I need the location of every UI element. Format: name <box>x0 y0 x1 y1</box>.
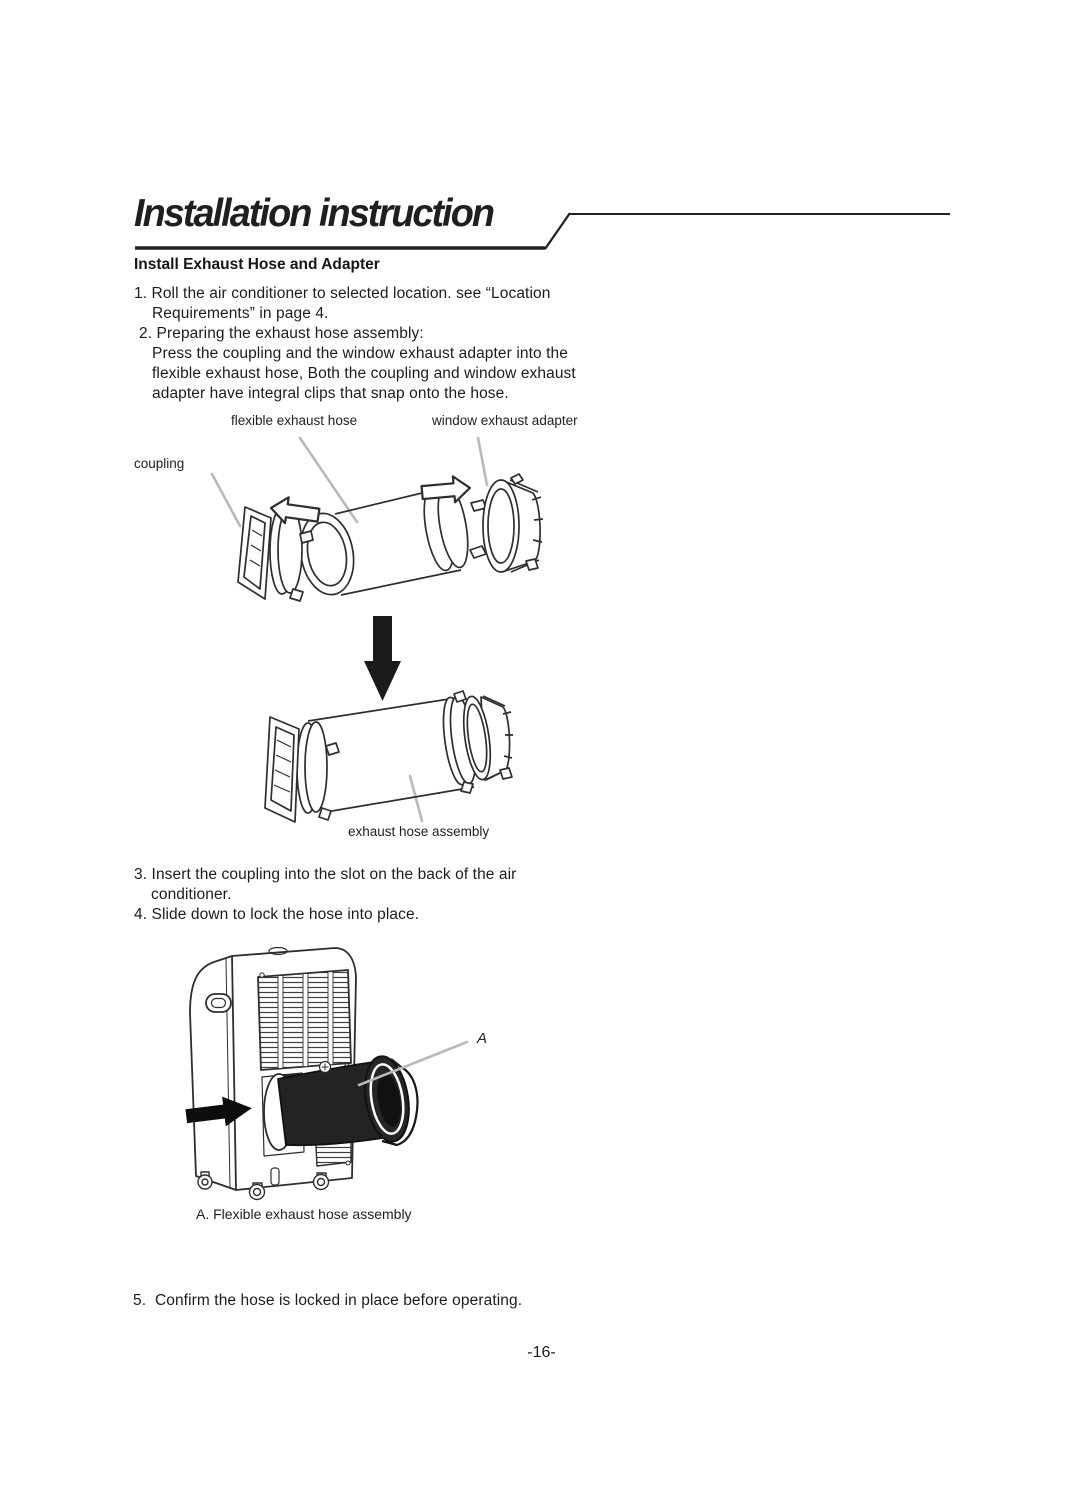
coupling-art <box>238 507 313 601</box>
step-2-line-4: adapter have integral clips that snap onto the hose. <box>152 385 509 402</box>
step-3-line-2: conditioner. <box>151 886 232 903</box>
step-2-line-3: flexible exhaust hose, Both the coupling and window exhaust <box>152 365 576 382</box>
page-title: Installation instruction <box>134 192 494 235</box>
label-flexible-exhaust-hose: flexible exhaust hose <box>231 413 358 428</box>
step-1-line-1: 1. Roll the air conditioner to selected location. see “Location <box>134 285 551 302</box>
exploded-diagram <box>130 430 610 620</box>
step-2-line-2: Press the coupling and the window exhaust adapter into the <box>152 345 568 362</box>
window-adapter-art <box>470 474 543 572</box>
step-4: 4. Slide down to lock the hose into place. <box>134 906 420 923</box>
leader-line <box>410 776 422 821</box>
louver-grille-art <box>258 970 351 1070</box>
assembled-coupling-art <box>265 717 339 822</box>
flexible-hose-art <box>294 482 473 599</box>
label-exhaust-hose-assembly: exhaust hose assembly <box>348 824 490 839</box>
step-1-line-2: Requirements” in page 4. <box>152 305 329 322</box>
step-3-line-1: 3. Insert the coupling into the slot on the back of the air <box>134 866 517 883</box>
callout-a: A <box>477 1030 488 1047</box>
header-rule <box>130 205 960 255</box>
step-2-line-1: 2. Preparing the exhaust hose assembly: <box>139 325 424 342</box>
section-heading: Install Exhaust Hose and Adapter <box>134 256 380 273</box>
step-5: 5. Confirm the hose is locked in place before operating. <box>133 1292 523 1309</box>
diagram-caption: A. Flexible exhaust hose assembly <box>196 1206 412 1222</box>
label-window-exhaust-adapter: window exhaust adapter <box>432 413 578 428</box>
air-conditioner-diagram <box>178 935 508 1205</box>
page-number: -16- <box>527 1344 556 1361</box>
label-coupling: coupling <box>134 456 185 471</box>
